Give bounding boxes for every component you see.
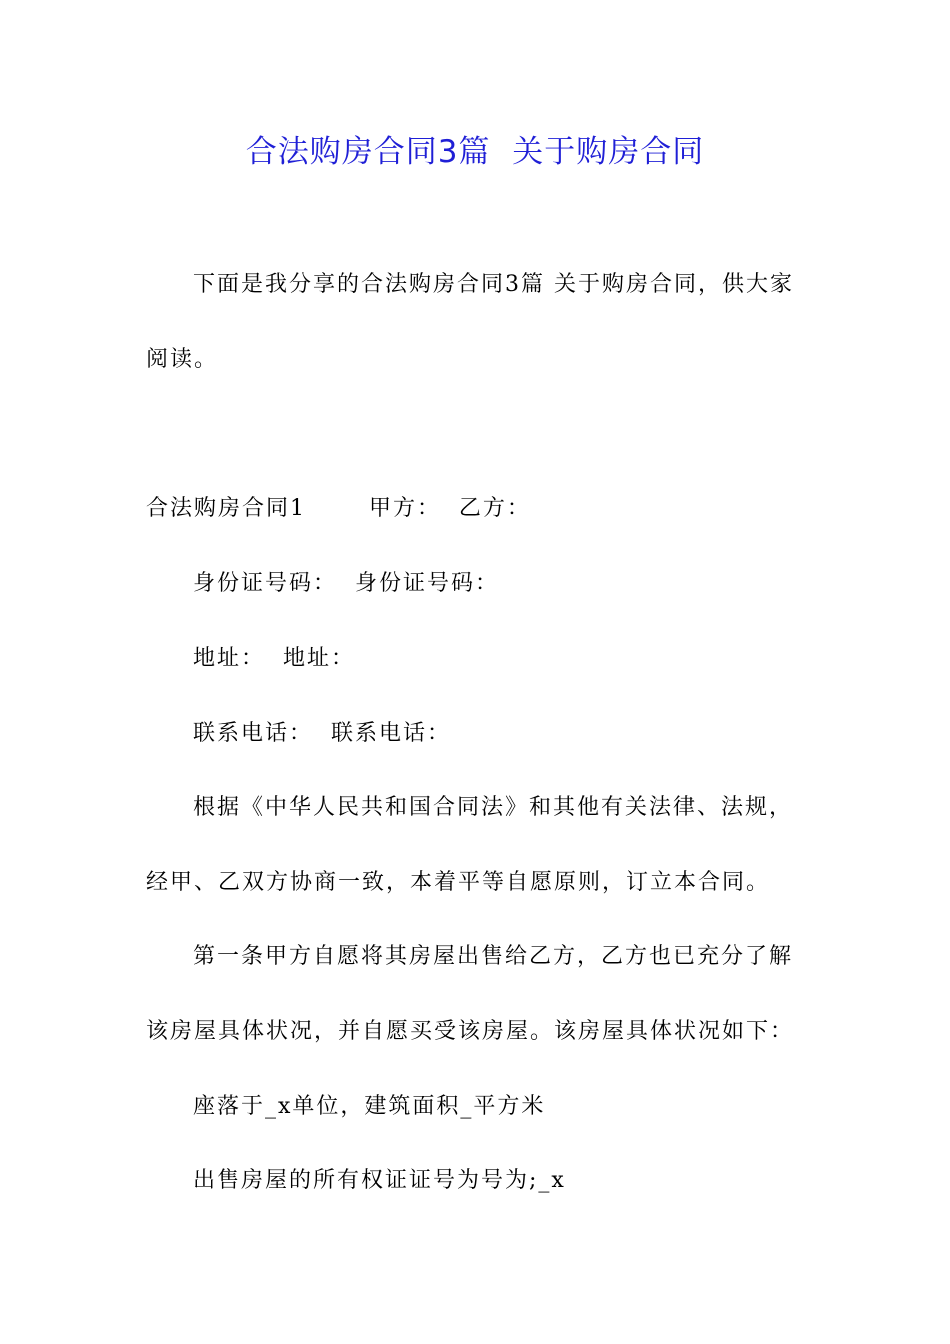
intro-line-2: 阅读。 <box>146 347 219 372</box>
phone-field: 联系电话： 联系电话： <box>193 721 451 746</box>
certificate-line: 出售房屋的所有权证证号为号为;_x <box>193 1168 566 1193</box>
id-number-field: 身份证号码： 身份证号码： <box>193 571 499 596</box>
location-line: 座落于_x单位，建筑面积_平方米 <box>193 1094 546 1119</box>
paragraph-1-line-2: 经甲、乙双方协商一致，本着平等自愿原则，订立本合同。 <box>146 870 771 895</box>
section-heading: 合法购房合同1 甲方： 乙方： <box>146 496 531 521</box>
intro-line-1: 下面是我分享的合法购房合同3篇 关于购房合同，供大家 <box>193 272 794 297</box>
paragraph-1-line-1: 根据《中华人民共和国合同法》和其他有关法律、法规， <box>193 795 794 820</box>
page-title: 合法购房合同3篇 关于购房合同 <box>245 134 705 170</box>
paragraph-2-line-1: 第一条甲方自愿将其房屋出售给乙方，乙方也已充分了解 <box>193 944 794 969</box>
paragraph-2-line-2: 该房屋具体状况，并自愿买受该房屋。该房屋具体状况如下： <box>146 1019 795 1044</box>
address-field: 地址： 地址： <box>193 646 355 671</box>
